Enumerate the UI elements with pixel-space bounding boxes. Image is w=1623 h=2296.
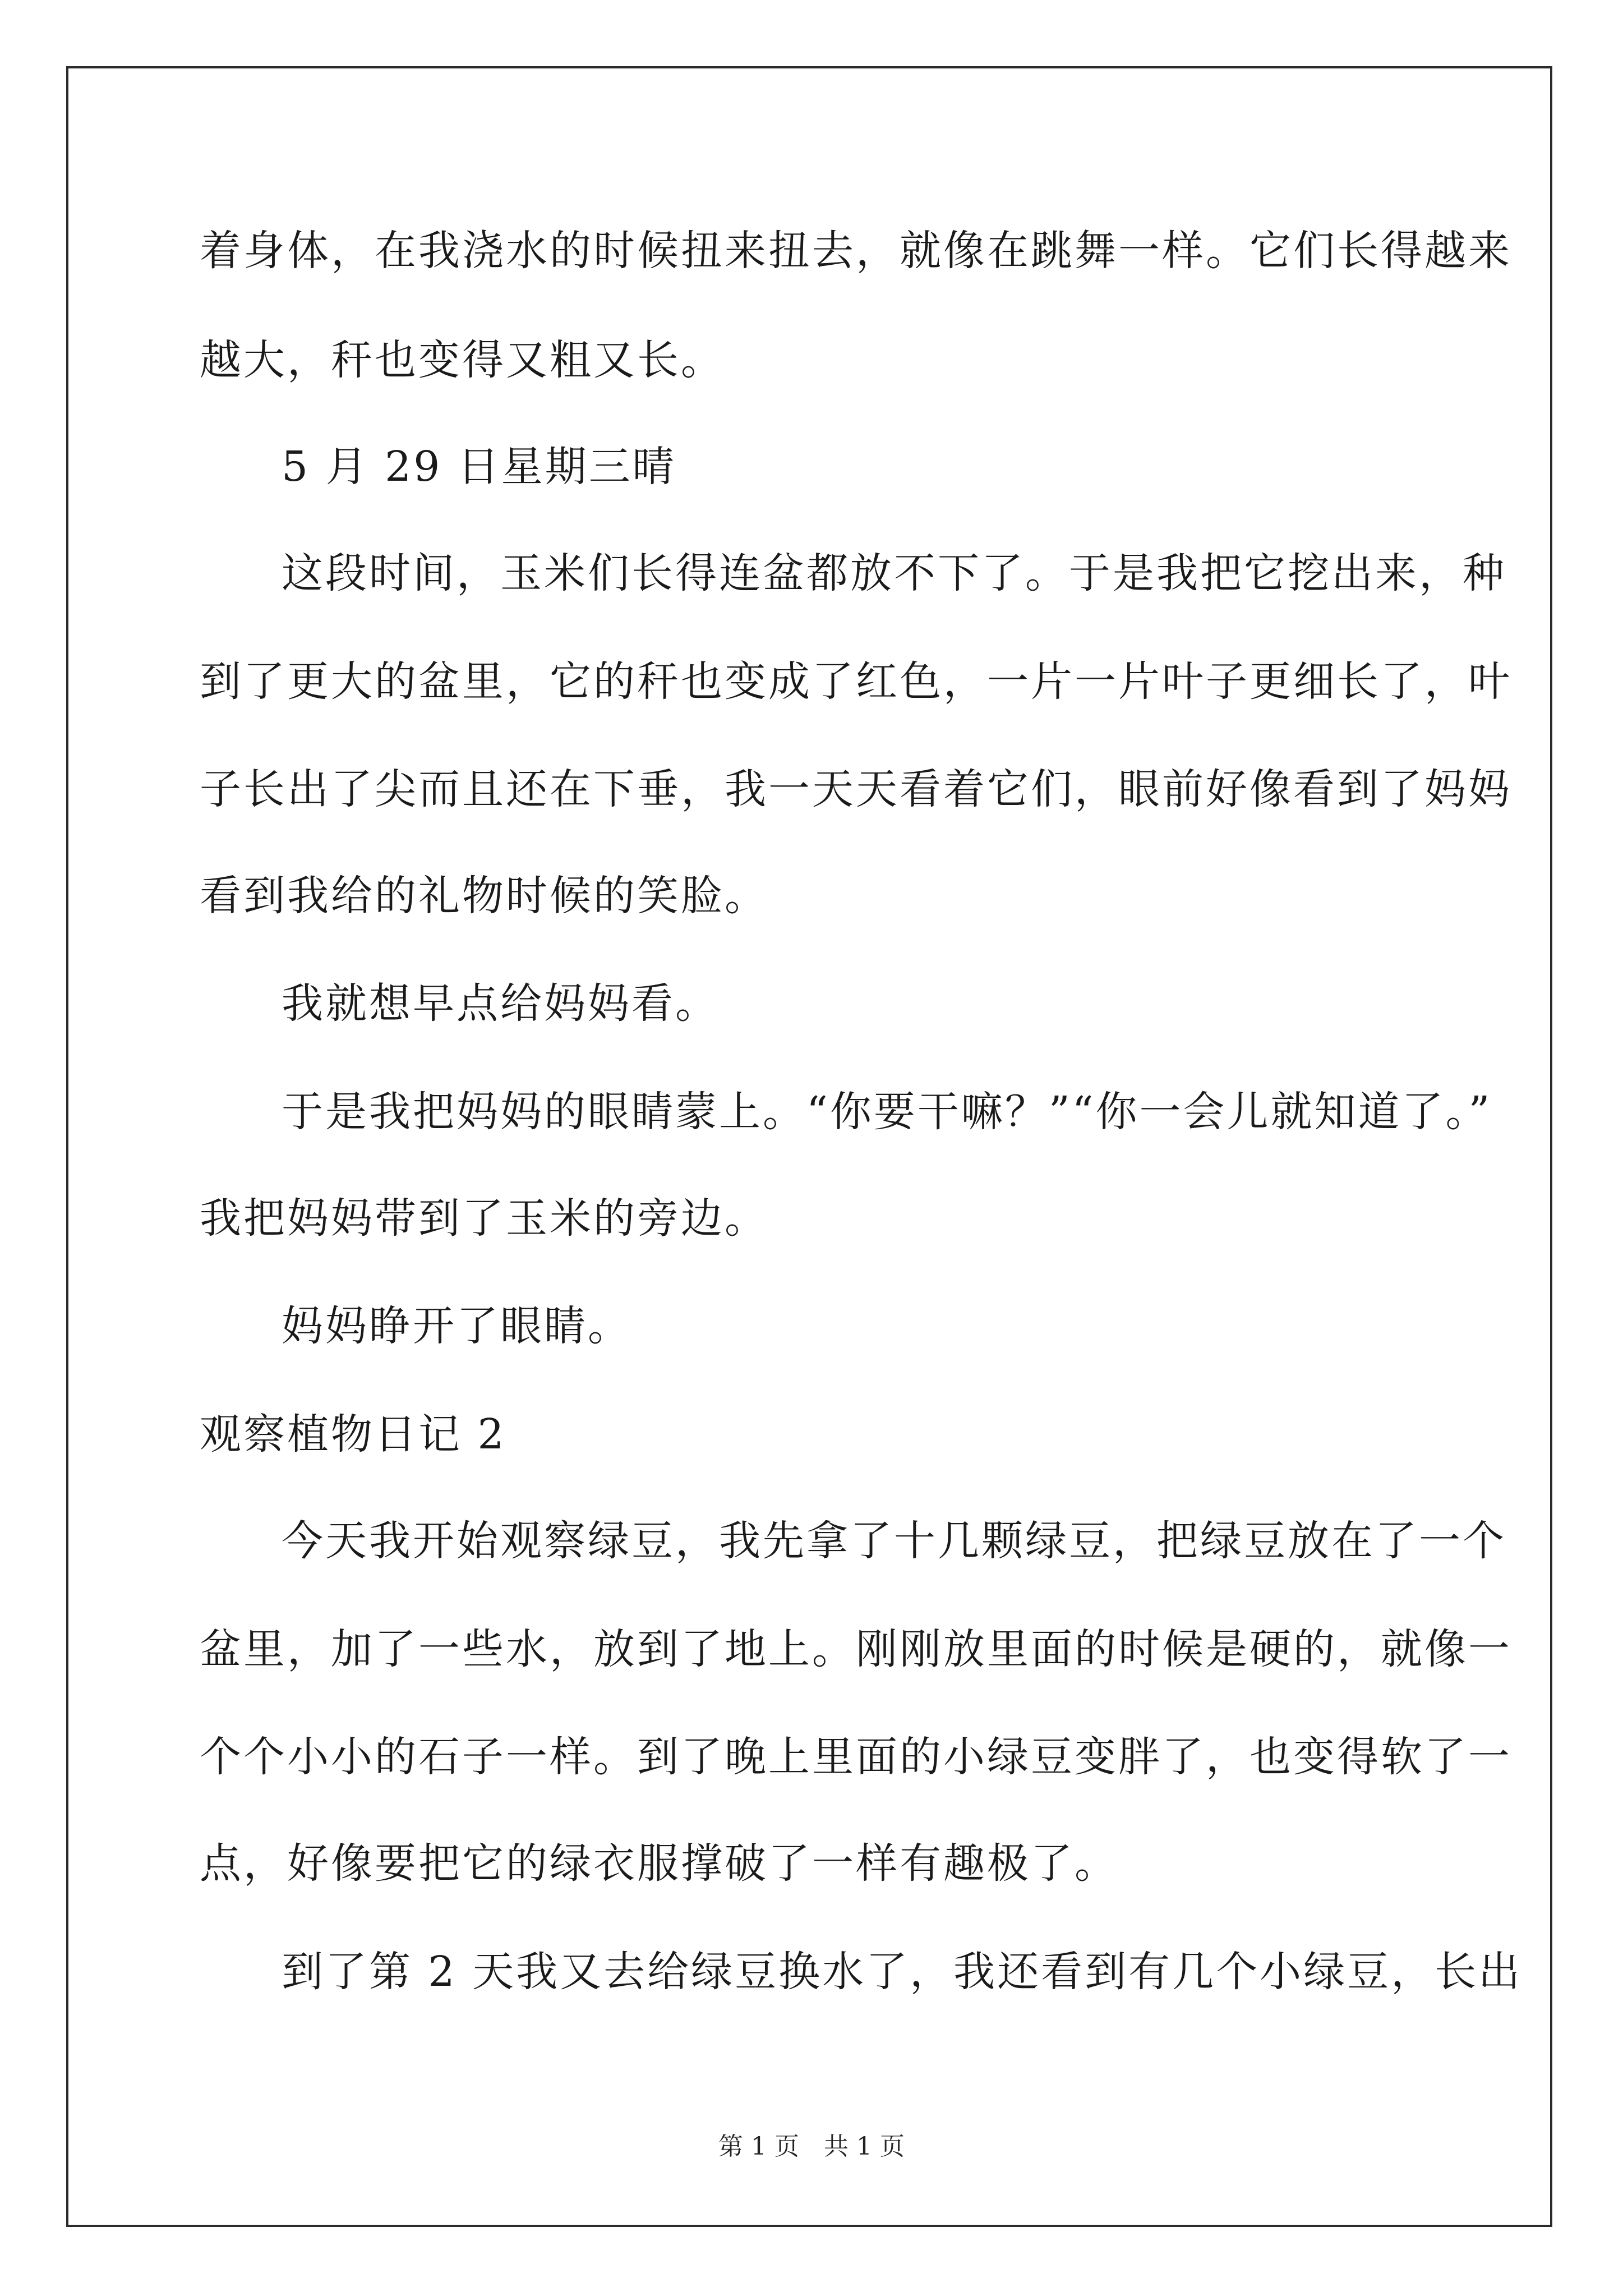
- text-line: 妈妈睁开了眼睛。: [282, 1302, 631, 1350]
- text-line: 越大，秆也变得又粗又长。: [200, 336, 725, 384]
- text-line: 到了第 2 天我又去给绿豆换水了，我还看到有几个小绿豆，长出: [282, 1948, 1523, 1996]
- text-line: 子长出了尖而且还在下垂，我一天天看着它们，眼前好像看到了妈妈: [200, 765, 1512, 813]
- text-line: 盆里，加了一些水，放到了地上。刚刚放里面的时候是硬的，就像一: [200, 1625, 1512, 1673]
- text-line: 个个小小的石子一样。到了晚上里面的小绿豆变胖了，也变得软了一: [200, 1733, 1512, 1781]
- text-line: 我把妈妈带到了玉米的旁边。: [200, 1194, 768, 1243]
- text-line: 着身体，在我浇水的时候扭来扭去，就像在跳舞一样。它们长得越来: [200, 227, 1512, 275]
- text-line: 今天我开始观察绿豆，我先拿了十几颗绿豆，把绿豆放在了一个: [282, 1517, 1506, 1565]
- text-line: 点，好像要把它的绿衣服撑破了一样有趣极了。: [200, 1839, 1118, 1888]
- text-line: 看到我给的礼物时候的笑脸。: [200, 872, 768, 920]
- section-title: 观察植物日记 2: [200, 1410, 506, 1458]
- diary-date-heading: 5 月 29 日星期三晴: [282, 443, 676, 491]
- text-line: 到了更大的盆里，它的秆也变成了红色，一片一片叶子更细长了，叶: [200, 657, 1512, 706]
- text-line: 我就想早点给妈妈看。: [282, 979, 719, 1028]
- text-line: 这段时间，玉米们长得连盆都放不下了。于是我把它挖出来，种: [282, 549, 1506, 597]
- text-line: 于是我把妈妈的眼睛蒙上。“你要干嘛？”“你一会儿就知道了。”: [282, 1088, 1492, 1136]
- page-number-footer: 第 1 页 共 1 页: [718, 2132, 905, 2161]
- page-border: [66, 66, 1552, 2227]
